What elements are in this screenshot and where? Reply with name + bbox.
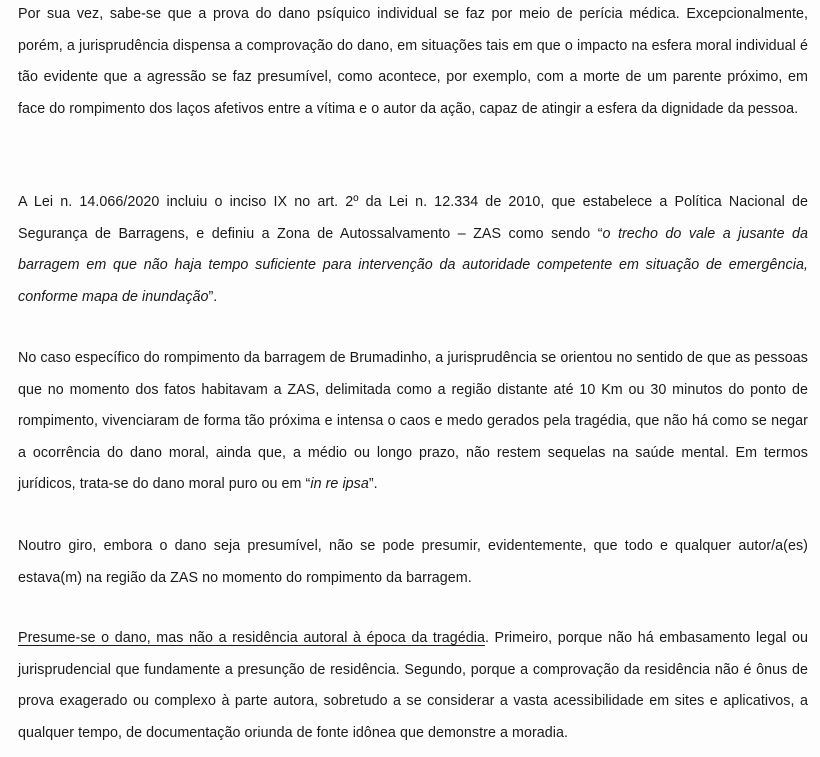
paragraph-residence-proof bbox=[18, 623, 808, 749]
paragraph-text: Noutro giro, embora o dano seja presumível, não se pode presumir, evidentemente, que todo e qualquer autor/a(es) estava(m) na região da ZAS no momento do rompimento da barragem. bbox=[18, 538, 808, 586]
paragraph-law-zas-definition bbox=[18, 187, 808, 313]
paragraph-psychic-damage-proof bbox=[18, 0, 808, 125]
latin-term-italic: in re ipsa bbox=[310, 476, 369, 492]
paragraph-text: No caso específico do rompimento da barragem de Brumadinho, a jurisprudência se orientou no sentido de que as pessoas que no momento dos fatos habitavam a ZAS, delimitada como a região distante até 10 Km ou 30 minutos do ponto de rompimento, vivenciaram de forma tão próxima e intensa o caos e medo gerados pela tragédia, que não há como se negar a ocorrência do dano moral, ainda que, a médio ou longo prazo, não restem sequelas na saúde mental. Em termos jurídicos, trata-se do dano moral puro ou em “ bbox=[18, 350, 808, 492]
paragraph-residence-not-presumed bbox=[18, 531, 808, 594]
paragraph-brumadinho-case bbox=[18, 343, 808, 501]
quoted-definition-italic: o trecho do vale a jusante da barragem em que não haja tempo suficiente para intervenção da autoridade competente em situação de emergência, conforme mapa de inundação bbox=[18, 225, 808, 305]
paragraph-text: . Primeiro, porque não há embasamento legal ou jurisprudencial que fundamente a presunção de residência. Segundo, porque a comprovação da residência não é ônus de prova exagerado ou complexo à parte autora, sobretudo a se considerar a vasta acessibilidade em sites e aplicativos, a qualquer tempo, de documentação oriunda de fonte idônea que demonstre a moradia. bbox=[18, 630, 808, 741]
paragraph-text-end: ”. bbox=[368, 476, 378, 492]
underlined-statement: Presume-se o dano, mas não a residência autoral à época da tragédia bbox=[18, 630, 485, 646]
paragraph-text-end: ”. bbox=[208, 288, 218, 305]
paragraph-text: Por sua vez, sabe-se que a prova do dano psíquico individual se faz por meio de perícia médica. Excepcionalmente, porém, a jurisprudência dispensa a comprovação do dano, em situações tais em que o impacto na esfera moral individual é tão evidente que a agressão se faz presumível, como acontece, por exemplo, com a morte de um parente próximo, em face do rompimento dos laços afetivos entre a vítima e o autor da ação, capaz de atingir a esfera da dignidade da pessoa. bbox=[18, 6, 808, 117]
paragraph-text: A Lei n. 14.066/2020 incluiu o inciso IX no art. 2º da Lei n. 12.334 de 2010, que estabelece a Política Nacional de Segurança de Barragens, e definiu a Zona de Autossalvamento – ZAS como sendo “ bbox=[18, 194, 808, 242]
